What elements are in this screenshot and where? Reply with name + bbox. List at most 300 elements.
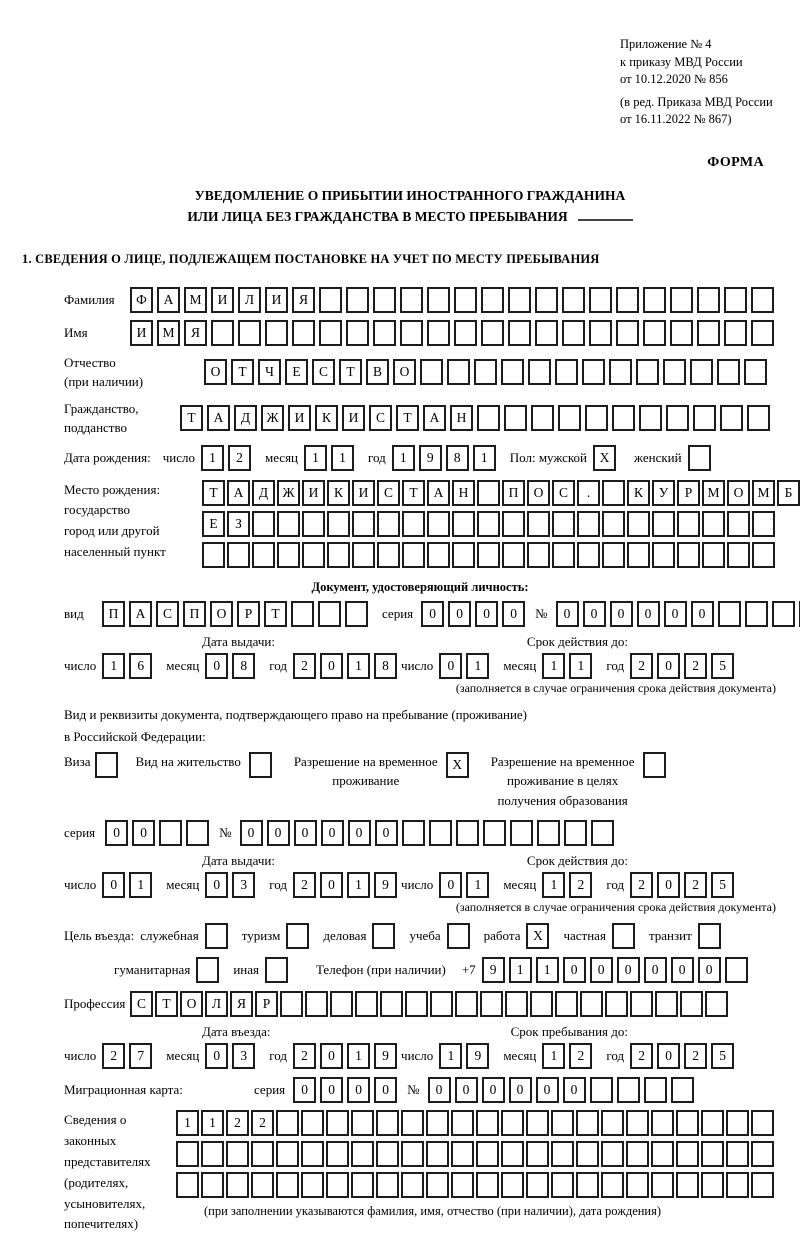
char-box[interactable] <box>726 1172 749 1198</box>
char-box[interactable] <box>326 1172 349 1198</box>
char-box[interactable]: 2 <box>684 653 707 679</box>
char-box[interactable] <box>176 1172 199 1198</box>
char-box[interactable] <box>652 511 675 537</box>
char-box[interactable] <box>447 359 470 385</box>
char-box[interactable] <box>531 405 554 431</box>
char-box[interactable]: В <box>366 359 389 385</box>
char-box[interactable] <box>227 542 250 568</box>
char-box[interactable] <box>751 287 774 313</box>
char-box[interactable]: А <box>423 405 446 431</box>
char-box[interactable] <box>319 320 342 346</box>
char-box[interactable]: Б <box>777 480 800 506</box>
char-box[interactable]: 3 <box>232 872 255 898</box>
char-box[interactable]: И <box>130 320 153 346</box>
char-box[interactable] <box>718 601 741 627</box>
char-box[interactable]: Я <box>230 991 253 1017</box>
char-box[interactable] <box>666 405 689 431</box>
char-box[interactable]: 0 <box>617 957 640 983</box>
char-box[interactable] <box>752 542 775 568</box>
char-box[interactable] <box>670 287 693 313</box>
char-box[interactable]: М <box>752 480 775 506</box>
char-box[interactable] <box>201 1141 224 1167</box>
char-box[interactable] <box>663 359 686 385</box>
char-box[interactable]: И <box>265 287 288 313</box>
char-box[interactable] <box>751 1172 774 1198</box>
char-box[interactable] <box>326 1110 349 1136</box>
char-box[interactable]: М <box>702 480 725 506</box>
char-box[interactable]: И <box>302 480 325 506</box>
char-box[interactable] <box>426 1172 449 1198</box>
char-box[interactable] <box>373 287 396 313</box>
char-box[interactable]: X <box>593 445 616 471</box>
char-box[interactable]: 1 <box>201 1110 224 1136</box>
char-box[interactable]: А <box>207 405 230 431</box>
char-box[interactable] <box>644 1077 667 1103</box>
char-box[interactable] <box>477 405 500 431</box>
char-box[interactable] <box>652 542 675 568</box>
char-box[interactable] <box>577 542 600 568</box>
char-box[interactable] <box>249 752 272 778</box>
char-box[interactable]: 0 <box>644 957 667 983</box>
char-box[interactable]: 2 <box>569 1043 592 1069</box>
char-box[interactable]: Я <box>292 287 315 313</box>
char-box[interactable]: 0 <box>698 957 721 983</box>
char-box[interactable] <box>476 1141 499 1167</box>
char-box[interactable] <box>474 359 497 385</box>
char-box[interactable] <box>205 923 228 949</box>
char-box[interactable]: 8 <box>374 653 397 679</box>
char-box[interactable] <box>186 820 209 846</box>
char-box[interactable]: О <box>527 480 550 506</box>
char-box[interactable] <box>302 542 325 568</box>
char-box[interactable] <box>426 1110 449 1136</box>
char-box[interactable]: 2 <box>251 1110 274 1136</box>
char-box[interactable]: Ж <box>261 405 284 431</box>
char-box[interactable]: 0 <box>691 601 714 627</box>
char-box[interactable]: 1 <box>542 1043 565 1069</box>
char-box[interactable]: 0 <box>455 1077 478 1103</box>
char-box[interactable]: Т <box>202 480 225 506</box>
char-box[interactable] <box>701 1141 724 1167</box>
char-box[interactable] <box>302 511 325 537</box>
char-box[interactable]: 2 <box>630 1043 653 1069</box>
char-box[interactable] <box>720 405 743 431</box>
char-box[interactable] <box>480 991 503 1017</box>
char-box[interactable] <box>630 991 653 1017</box>
char-box[interactable]: Т <box>264 601 287 627</box>
char-box[interactable]: 9 <box>374 1043 397 1069</box>
char-box[interactable]: 5 <box>711 1043 734 1069</box>
char-box[interactable] <box>380 991 403 1017</box>
char-box[interactable]: Е <box>285 359 308 385</box>
char-box[interactable] <box>690 359 713 385</box>
char-box[interactable]: 5 <box>711 872 734 898</box>
char-box[interactable]: 1 <box>347 872 370 898</box>
char-box[interactable]: Д <box>234 405 257 431</box>
char-box[interactable] <box>535 320 558 346</box>
char-box[interactable]: 1 <box>331 445 354 471</box>
char-box[interactable] <box>726 1110 749 1136</box>
char-box[interactable] <box>751 1141 774 1167</box>
char-box[interactable]: 2 <box>293 653 316 679</box>
char-box[interactable] <box>159 820 182 846</box>
char-box[interactable] <box>551 1141 574 1167</box>
char-box[interactable]: Н <box>452 480 475 506</box>
char-box[interactable] <box>238 320 261 346</box>
char-box[interactable]: 0 <box>536 1077 559 1103</box>
char-box[interactable]: 9 <box>419 445 442 471</box>
char-box[interactable] <box>639 405 662 431</box>
char-box[interactable]: 0 <box>448 601 471 627</box>
char-box[interactable] <box>602 542 625 568</box>
char-box[interactable] <box>372 923 395 949</box>
char-box[interactable]: О <box>393 359 416 385</box>
char-box[interactable]: З <box>227 511 250 537</box>
char-box[interactable] <box>651 1110 674 1136</box>
char-box[interactable] <box>655 991 678 1017</box>
char-box[interactable] <box>697 287 720 313</box>
char-box[interactable]: 2 <box>630 653 653 679</box>
char-box[interactable]: 3 <box>232 1043 255 1069</box>
char-box[interactable]: 2 <box>293 872 316 898</box>
char-box[interactable] <box>276 1172 299 1198</box>
char-box[interactable] <box>326 1141 349 1167</box>
char-box[interactable] <box>528 359 551 385</box>
char-box[interactable] <box>352 542 375 568</box>
char-box[interactable] <box>251 1172 274 1198</box>
char-box[interactable]: 0 <box>428 1077 451 1103</box>
char-box[interactable]: 1 <box>542 653 565 679</box>
char-box[interactable]: 0 <box>320 653 343 679</box>
char-box[interactable]: О <box>204 359 227 385</box>
char-box[interactable] <box>376 1172 399 1198</box>
char-box[interactable]: 1 <box>509 957 532 983</box>
char-box[interactable] <box>345 601 368 627</box>
char-box[interactable]: 0 <box>240 820 263 846</box>
char-box[interactable]: 2 <box>228 445 251 471</box>
char-box[interactable] <box>301 1110 324 1136</box>
char-box[interactable]: 1 <box>569 653 592 679</box>
char-box[interactable]: 1 <box>102 653 125 679</box>
char-box[interactable] <box>576 1110 599 1136</box>
char-box[interactable] <box>727 511 750 537</box>
char-box[interactable] <box>176 1141 199 1167</box>
char-box[interactable] <box>501 1141 524 1167</box>
char-box[interactable]: . <box>577 480 600 506</box>
char-box[interactable]: О <box>727 480 750 506</box>
char-box[interactable] <box>751 1110 774 1136</box>
char-box[interactable]: С <box>369 405 392 431</box>
char-box[interactable] <box>651 1141 674 1167</box>
char-box[interactable]: М <box>184 287 207 313</box>
char-box[interactable]: 8 <box>446 445 469 471</box>
char-box[interactable] <box>429 820 452 846</box>
char-box[interactable] <box>510 820 533 846</box>
char-box[interactable]: X <box>526 923 549 949</box>
char-box[interactable] <box>562 320 585 346</box>
char-box[interactable] <box>196 957 219 983</box>
char-box[interactable] <box>558 405 581 431</box>
char-box[interactable] <box>564 820 587 846</box>
char-box[interactable]: 0 <box>509 1077 532 1103</box>
char-box[interactable]: С <box>130 991 153 1017</box>
char-box[interactable] <box>527 511 550 537</box>
char-box[interactable]: X <box>446 752 469 778</box>
char-box[interactable] <box>447 923 470 949</box>
char-box[interactable] <box>591 820 614 846</box>
char-box[interactable]: 1 <box>536 957 559 983</box>
char-box[interactable]: О <box>180 991 203 1017</box>
char-box[interactable] <box>401 1172 424 1198</box>
char-box[interactable] <box>601 1141 624 1167</box>
char-box[interactable]: П <box>183 601 206 627</box>
char-box[interactable] <box>676 1141 699 1167</box>
char-box[interactable] <box>589 287 612 313</box>
char-box[interactable] <box>265 957 288 983</box>
char-box[interactable] <box>427 542 450 568</box>
char-box[interactable] <box>277 511 300 537</box>
char-box[interactable]: А <box>227 480 250 506</box>
char-box[interactable]: 1 <box>466 872 489 898</box>
char-box[interactable] <box>301 1141 324 1167</box>
char-box[interactable]: Т <box>402 480 425 506</box>
char-box[interactable] <box>671 1077 694 1103</box>
char-box[interactable]: К <box>315 405 338 431</box>
char-box[interactable]: 1 <box>129 872 152 898</box>
char-box[interactable] <box>555 991 578 1017</box>
char-box[interactable] <box>508 287 531 313</box>
char-box[interactable] <box>402 542 425 568</box>
char-box[interactable]: 0 <box>502 601 525 627</box>
char-box[interactable] <box>751 320 774 346</box>
char-box[interactable] <box>580 991 603 1017</box>
char-box[interactable]: 6 <box>129 653 152 679</box>
char-box[interactable] <box>717 359 740 385</box>
char-box[interactable] <box>95 752 118 778</box>
char-box[interactable] <box>251 1141 274 1167</box>
char-box[interactable]: И <box>211 287 234 313</box>
char-box[interactable] <box>705 991 728 1017</box>
char-box[interactable] <box>226 1141 249 1167</box>
char-box[interactable]: 2 <box>569 872 592 898</box>
char-box[interactable] <box>346 320 369 346</box>
char-box[interactable]: 0 <box>320 1043 343 1069</box>
char-box[interactable]: 0 <box>482 1077 505 1103</box>
char-box[interactable]: 8 <box>232 653 255 679</box>
char-box[interactable]: Л <box>205 991 228 1017</box>
char-box[interactable]: 0 <box>293 1077 316 1103</box>
char-box[interactable]: 9 <box>482 957 505 983</box>
char-box[interactable] <box>508 320 531 346</box>
char-box[interactable] <box>451 1141 474 1167</box>
char-box[interactable]: 0 <box>375 820 398 846</box>
char-box[interactable]: Т <box>155 991 178 1017</box>
char-box[interactable] <box>702 542 725 568</box>
char-box[interactable]: Я <box>184 320 207 346</box>
char-box[interactable] <box>346 287 369 313</box>
char-box[interactable] <box>427 511 450 537</box>
char-box[interactable] <box>402 511 425 537</box>
char-box[interactable]: Д <box>252 480 275 506</box>
char-box[interactable]: Р <box>255 991 278 1017</box>
char-box[interactable] <box>535 287 558 313</box>
char-box[interactable] <box>427 287 450 313</box>
char-box[interactable]: 1 <box>473 445 496 471</box>
char-box[interactable]: 0 <box>610 601 633 627</box>
char-box[interactable] <box>627 542 650 568</box>
char-box[interactable] <box>452 542 475 568</box>
char-box[interactable] <box>745 601 768 627</box>
char-box[interactable] <box>688 445 711 471</box>
char-box[interactable]: С <box>156 601 179 627</box>
char-box[interactable]: 0 <box>320 1077 343 1103</box>
char-box[interactable] <box>292 320 315 346</box>
char-box[interactable]: 0 <box>294 820 317 846</box>
char-box[interactable] <box>627 511 650 537</box>
char-box[interactable] <box>724 320 747 346</box>
char-box[interactable]: С <box>552 480 575 506</box>
char-box[interactable]: 0 <box>664 601 687 627</box>
char-box[interactable]: 0 <box>657 653 680 679</box>
char-box[interactable] <box>526 1172 549 1198</box>
char-box[interactable] <box>351 1172 374 1198</box>
char-box[interactable] <box>405 991 428 1017</box>
char-box[interactable] <box>483 820 506 846</box>
char-box[interactable]: 1 <box>176 1110 199 1136</box>
char-box[interactable] <box>698 923 721 949</box>
char-box[interactable] <box>226 1172 249 1198</box>
char-box[interactable] <box>725 957 748 983</box>
char-box[interactable] <box>530 991 553 1017</box>
char-box[interactable] <box>477 480 500 506</box>
char-box[interactable] <box>526 1110 549 1136</box>
char-box[interactable] <box>602 511 625 537</box>
char-box[interactable] <box>752 511 775 537</box>
char-box[interactable] <box>505 991 528 1017</box>
char-box[interactable] <box>476 1172 499 1198</box>
char-box[interactable]: 0 <box>439 653 462 679</box>
char-box[interactable]: 7 <box>129 1043 152 1069</box>
char-box[interactable] <box>747 405 770 431</box>
char-box[interactable] <box>477 542 500 568</box>
char-box[interactable] <box>376 1110 399 1136</box>
char-box[interactable] <box>280 991 303 1017</box>
char-box[interactable] <box>301 1172 324 1198</box>
char-box[interactable] <box>265 320 288 346</box>
char-box[interactable] <box>701 1110 724 1136</box>
char-box[interactable] <box>400 320 423 346</box>
char-box[interactable]: 5 <box>711 653 734 679</box>
char-box[interactable]: 0 <box>556 601 579 627</box>
char-box[interactable] <box>680 991 703 1017</box>
char-box[interactable] <box>427 320 450 346</box>
char-box[interactable] <box>724 287 747 313</box>
char-box[interactable]: И <box>342 405 365 431</box>
char-box[interactable]: Е <box>202 511 225 537</box>
char-box[interactable] <box>643 752 666 778</box>
char-box[interactable]: 9 <box>466 1043 489 1069</box>
char-box[interactable]: 2 <box>226 1110 249 1136</box>
char-box[interactable] <box>626 1172 649 1198</box>
char-box[interactable]: Р <box>677 480 700 506</box>
char-box[interactable]: 0 <box>205 653 228 679</box>
char-box[interactable]: 0 <box>320 872 343 898</box>
char-box[interactable] <box>501 359 524 385</box>
char-box[interactable] <box>551 1110 574 1136</box>
char-box[interactable]: Ч <box>258 359 281 385</box>
char-box[interactable]: Ф <box>130 287 153 313</box>
char-box[interactable]: А <box>157 287 180 313</box>
char-box[interactable]: А <box>129 601 152 627</box>
char-box[interactable]: 2 <box>684 1043 707 1069</box>
char-box[interactable]: И <box>288 405 311 431</box>
char-box[interactable]: Т <box>339 359 362 385</box>
char-box[interactable] <box>612 405 635 431</box>
char-box[interactable]: 0 <box>132 820 155 846</box>
char-box[interactable] <box>502 511 525 537</box>
char-box[interactable]: Л <box>238 287 261 313</box>
char-box[interactable] <box>426 1141 449 1167</box>
char-box[interactable]: И <box>352 480 375 506</box>
char-box[interactable]: 0 <box>583 601 606 627</box>
char-box[interactable] <box>590 1077 613 1103</box>
char-box[interactable]: К <box>627 480 650 506</box>
char-box[interactable] <box>726 1141 749 1167</box>
char-box[interactable] <box>526 1141 549 1167</box>
char-box[interactable] <box>651 1172 674 1198</box>
char-box[interactable]: У <box>652 480 675 506</box>
char-box[interactable] <box>527 542 550 568</box>
char-box[interactable] <box>617 1077 640 1103</box>
char-box[interactable]: 0 <box>374 1077 397 1103</box>
char-box[interactable] <box>252 511 275 537</box>
char-box[interactable] <box>537 820 560 846</box>
char-box[interactable] <box>555 359 578 385</box>
char-box[interactable] <box>612 923 635 949</box>
char-box[interactable] <box>277 542 300 568</box>
char-box[interactable]: 0 <box>421 601 444 627</box>
char-box[interactable] <box>352 511 375 537</box>
char-box[interactable]: 0 <box>590 957 613 983</box>
char-box[interactable]: О <box>210 601 233 627</box>
char-box[interactable] <box>420 359 443 385</box>
char-box[interactable] <box>452 511 475 537</box>
char-box[interactable] <box>402 820 425 846</box>
char-box[interactable]: 0 <box>348 820 371 846</box>
char-box[interactable] <box>351 1110 374 1136</box>
char-box[interactable]: П <box>102 601 125 627</box>
char-box[interactable] <box>589 320 612 346</box>
char-box[interactable] <box>476 1110 499 1136</box>
char-box[interactable] <box>318 601 341 627</box>
char-box[interactable] <box>211 320 234 346</box>
char-box[interactable] <box>744 359 767 385</box>
char-box[interactable]: 1 <box>466 653 489 679</box>
char-box[interactable] <box>601 1172 624 1198</box>
char-box[interactable] <box>252 542 275 568</box>
char-box[interactable]: Н <box>450 405 473 431</box>
char-box[interactable]: 2 <box>293 1043 316 1069</box>
char-box[interactable] <box>551 1172 574 1198</box>
char-box[interactable] <box>677 542 700 568</box>
char-box[interactable] <box>501 1110 524 1136</box>
char-box[interactable]: 0 <box>563 957 586 983</box>
char-box[interactable] <box>202 542 225 568</box>
char-box[interactable] <box>626 1110 649 1136</box>
char-box[interactable] <box>355 991 378 1017</box>
char-box[interactable] <box>481 287 504 313</box>
char-box[interactable] <box>601 1110 624 1136</box>
